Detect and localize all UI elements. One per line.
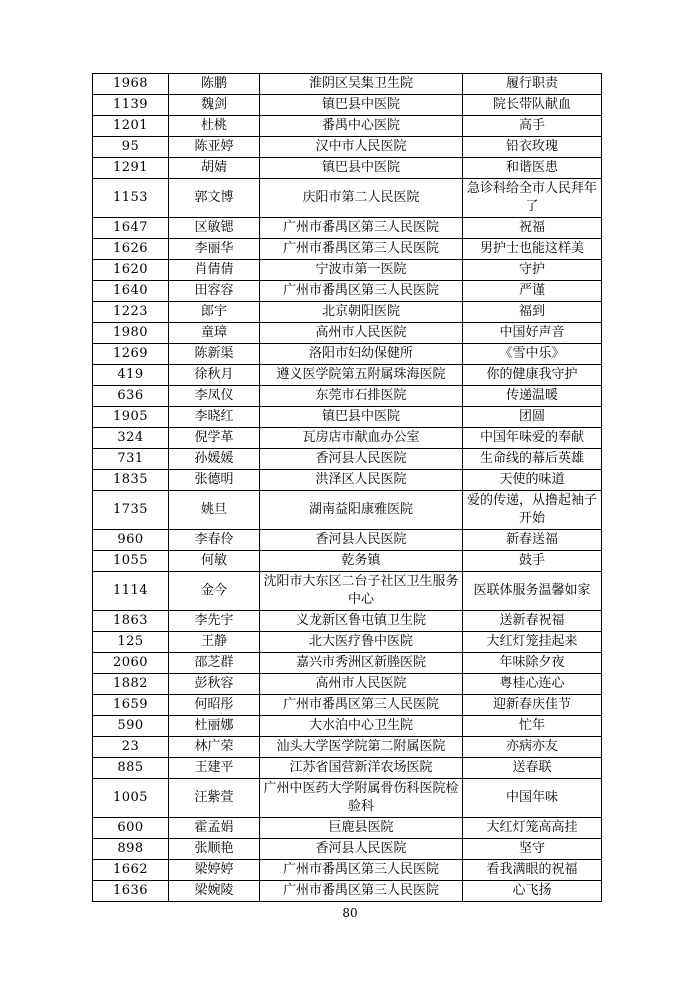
cell-name: 何昭彤 (169, 695, 260, 716)
cell-org: 瓦房店市献血办公室 (260, 428, 463, 449)
cell-org: 乾务镇 (260, 551, 463, 572)
cell-title: 爱的传递，从撸起袖子开始 (463, 491, 602, 530)
cell-name: 倪学革 (169, 428, 260, 449)
cell-title: 祝福 (463, 218, 602, 239)
cell-org: 广州中医药大学附属骨伤科医院检验科 (260, 779, 463, 818)
cell-id: 419 (93, 365, 169, 386)
table-row (93, 365, 602, 386)
cell-org: 江苏省国营新洋农场医院 (260, 758, 463, 779)
cell-id: 1223 (93, 302, 169, 323)
table-row (93, 344, 602, 365)
cell-name: 李凤仪 (169, 386, 260, 407)
cell-org: 沈阳市大东区二台子社区卫生服务中心 (260, 572, 463, 611)
cell-org: 高州市人民医院 (260, 674, 463, 695)
cell-id: 1114 (93, 572, 169, 611)
table-row (93, 470, 602, 491)
cell-org: 义龙新区鲁屯镇卫生院 (260, 611, 463, 632)
cell-name: 李丽华 (169, 239, 260, 260)
table-row (93, 281, 602, 302)
cell-id: 731 (93, 449, 169, 470)
table-row (93, 449, 602, 470)
table-row (93, 137, 602, 158)
cell-name: 李先宇 (169, 611, 260, 632)
table-row (93, 116, 602, 137)
cell-id: 1153 (93, 179, 169, 218)
table-row (93, 653, 602, 674)
cell-name: 李春伶 (169, 530, 260, 551)
cell-id: 1626 (93, 239, 169, 260)
cell-title: 粤桂心连心 (463, 674, 602, 695)
cell-name: 汪紫萱 (169, 779, 260, 818)
cell-name: 何敏 (169, 551, 260, 572)
cell-id: 1201 (93, 116, 169, 137)
table-row (93, 302, 602, 323)
cell-title: 看我满眼的祝福 (463, 860, 602, 881)
cell-name: 梁婷婷 (169, 860, 260, 881)
cell-title: 新春送福 (463, 530, 602, 551)
cell-name: 陈新渠 (169, 344, 260, 365)
table-row (93, 716, 602, 737)
table-row (93, 632, 602, 653)
cell-title: 生命线的幕后英雄 (463, 449, 602, 470)
cell-id: 636 (93, 386, 169, 407)
cell-title: 中国好声音 (463, 323, 602, 344)
cell-name: 张德明 (169, 470, 260, 491)
cell-org: 湖南益阳康雅医院 (260, 491, 463, 530)
cell-org: 大水泊中心卫生院 (260, 716, 463, 737)
cell-name: 胡婧 (169, 158, 260, 179)
cell-org: 遵义医学院第五附属珠海医院 (260, 365, 463, 386)
cell-id: 600 (93, 818, 169, 839)
cell-id: 1269 (93, 344, 169, 365)
cell-name: 金今 (169, 572, 260, 611)
table-row (93, 758, 602, 779)
cell-org: 北大医疗鲁中医院 (260, 632, 463, 653)
cell-org: 镇巴县中医院 (260, 407, 463, 428)
table-row (93, 158, 602, 179)
cell-org: 北京朝阳医院 (260, 302, 463, 323)
cell-org: 广州市番禺区第三人民医院 (260, 239, 463, 260)
cell-org: 广州市番禺区第三人民医院 (260, 860, 463, 881)
cell-name: 彭秋容 (169, 674, 260, 695)
cell-name: 杜桃 (169, 116, 260, 137)
cell-id: 2060 (93, 653, 169, 674)
cell-title: 履行职责 (463, 74, 602, 95)
cell-title: 急诊科给全市人民拜年了 (463, 179, 602, 218)
cell-id: 1005 (93, 779, 169, 818)
cell-org: 香河县人民医院 (260, 449, 463, 470)
cell-title: 鼓手 (463, 551, 602, 572)
roster-table-body (93, 74, 602, 902)
cell-id: 1620 (93, 260, 169, 281)
table-row (93, 551, 602, 572)
cell-title: 迎新春庆佳节 (463, 695, 602, 716)
cell-name: 梁婉陵 (169, 881, 260, 902)
table-row (93, 260, 602, 281)
cell-org: 高州市人民医院 (260, 323, 463, 344)
cell-name: 王建平 (169, 758, 260, 779)
cell-id: 590 (93, 716, 169, 737)
table-row (93, 239, 602, 260)
cell-title: 男护士也能这样美 (463, 239, 602, 260)
cell-title: 天使的味道 (463, 470, 602, 491)
cell-title: 心飞扬 (463, 881, 602, 902)
cell-title: 忙年 (463, 716, 602, 737)
cell-id: 95 (93, 137, 169, 158)
cell-id: 1662 (93, 860, 169, 881)
cell-id: 1835 (93, 470, 169, 491)
roster-table (92, 73, 602, 902)
cell-name: 李晓红 (169, 407, 260, 428)
table-row (93, 407, 602, 428)
table-row (93, 491, 602, 530)
cell-org: 广州市番禺区第三人民医院 (260, 881, 463, 902)
table-row (93, 695, 602, 716)
table-row (93, 860, 602, 881)
cell-org: 香河县人民医院 (260, 839, 463, 860)
cell-name: 陈鹏 (169, 74, 260, 95)
cell-title: 坚守 (463, 839, 602, 860)
cell-org: 东莞市石排医院 (260, 386, 463, 407)
cell-title: 守护 (463, 260, 602, 281)
page-number: 80 (342, 906, 358, 920)
cell-title: 铅衣玫瑰 (463, 137, 602, 158)
cell-id: 1905 (93, 407, 169, 428)
table-row (93, 218, 602, 239)
table-row (93, 611, 602, 632)
cell-id: 1863 (93, 611, 169, 632)
cell-org: 镇巴县中医院 (260, 158, 463, 179)
table-row (93, 95, 602, 116)
cell-title: 传递温暖 (463, 386, 602, 407)
cell-name: 田容容 (169, 281, 260, 302)
cell-org: 洪泽区人民医院 (260, 470, 463, 491)
cell-id: 1980 (93, 323, 169, 344)
cell-org: 汕头大学医学院第二附属医院 (260, 737, 463, 758)
table-row (93, 572, 602, 611)
table-row (93, 179, 602, 218)
cell-name: 杜丽娜 (169, 716, 260, 737)
cell-org: 香河县人民医院 (260, 530, 463, 551)
cell-id: 1735 (93, 491, 169, 530)
cell-org: 宁波市第一医院 (260, 260, 463, 281)
table-row (93, 839, 602, 860)
cell-id: 1139 (93, 95, 169, 116)
cell-name: 张顺艳 (169, 839, 260, 860)
cell-id: 1647 (93, 218, 169, 239)
cell-title: 《雪中乐》 (463, 344, 602, 365)
table-row (93, 881, 602, 902)
cell-name: 林广荣 (169, 737, 260, 758)
cell-name: 王静 (169, 632, 260, 653)
cell-org: 广州市番禺区第三人民医院 (260, 695, 463, 716)
cell-id: 898 (93, 839, 169, 860)
cell-title: 中国年味爱的奉献 (463, 428, 602, 449)
cell-id: 324 (93, 428, 169, 449)
cell-org: 镇巴县中医院 (260, 95, 463, 116)
table-row (93, 737, 602, 758)
table-row (93, 530, 602, 551)
cell-title: 院长带队献血 (463, 95, 602, 116)
cell-id: 1882 (93, 674, 169, 695)
cell-name: 霍孟娟 (169, 818, 260, 839)
cell-name: 邵芝群 (169, 653, 260, 674)
cell-id: 1659 (93, 695, 169, 716)
cell-title: 大红灯笼挂起来 (463, 632, 602, 653)
cell-title: 中国年味 (463, 779, 602, 818)
cell-name: 郎宇 (169, 302, 260, 323)
cell-name: 陈亚婷 (169, 137, 260, 158)
cell-id: 885 (93, 758, 169, 779)
cell-name: 姚旦 (169, 491, 260, 530)
cell-name: 魏剑 (169, 95, 260, 116)
cell-title: 严谨 (463, 281, 602, 302)
table-row (93, 818, 602, 839)
cell-org: 洛阳市妇幼保健所 (260, 344, 463, 365)
cell-title: 福到 (463, 302, 602, 323)
cell-title: 和谐医患 (463, 158, 602, 179)
cell-title: 送春联 (463, 758, 602, 779)
cell-name: 肖倩倩 (169, 260, 260, 281)
cell-org: 广州市番禺区第三人民医院 (260, 218, 463, 239)
cell-title: 年味除夕夜 (463, 653, 602, 674)
cell-org: 嘉兴市秀洲区新塍医院 (260, 653, 463, 674)
cell-id: 960 (93, 530, 169, 551)
cell-id: 1640 (93, 281, 169, 302)
cell-title: 医联体服务温馨如家 (463, 572, 602, 611)
cell-id: 1055 (93, 551, 169, 572)
cell-name: 区敏锶 (169, 218, 260, 239)
cell-title: 高手 (463, 116, 602, 137)
cell-org: 广州市番禺区第三人民医院 (260, 281, 463, 302)
cell-id: 1636 (93, 881, 169, 902)
cell-org: 庆阳市第二人民医院 (260, 179, 463, 218)
cell-org: 番禺中心医院 (260, 116, 463, 137)
table-row (93, 386, 602, 407)
cell-name: 童璋 (169, 323, 260, 344)
table-row (93, 674, 602, 695)
table-row (93, 323, 602, 344)
table-row (93, 74, 602, 95)
cell-id: 125 (93, 632, 169, 653)
cell-org: 汉中市人民医院 (260, 137, 463, 158)
cell-id: 1968 (93, 74, 169, 95)
cell-name: 孙媛媛 (169, 449, 260, 470)
cell-id: 23 (93, 737, 169, 758)
cell-id: 1291 (93, 158, 169, 179)
cell-org: 淮阴区吴集卫生院 (260, 74, 463, 95)
table-row (93, 428, 602, 449)
cell-name: 徐秋月 (169, 365, 260, 386)
cell-title: 送新春祝福 (463, 611, 602, 632)
table-row (93, 779, 602, 818)
cell-title: 你的健康我守护 (463, 365, 602, 386)
cell-title: 亦病亦友 (463, 737, 602, 758)
cell-org: 巨鹿县医院 (260, 818, 463, 839)
cell-title: 大红灯笼高高挂 (463, 818, 602, 839)
cell-name: 郭文博 (169, 179, 260, 218)
cell-title: 团圆 (463, 407, 602, 428)
